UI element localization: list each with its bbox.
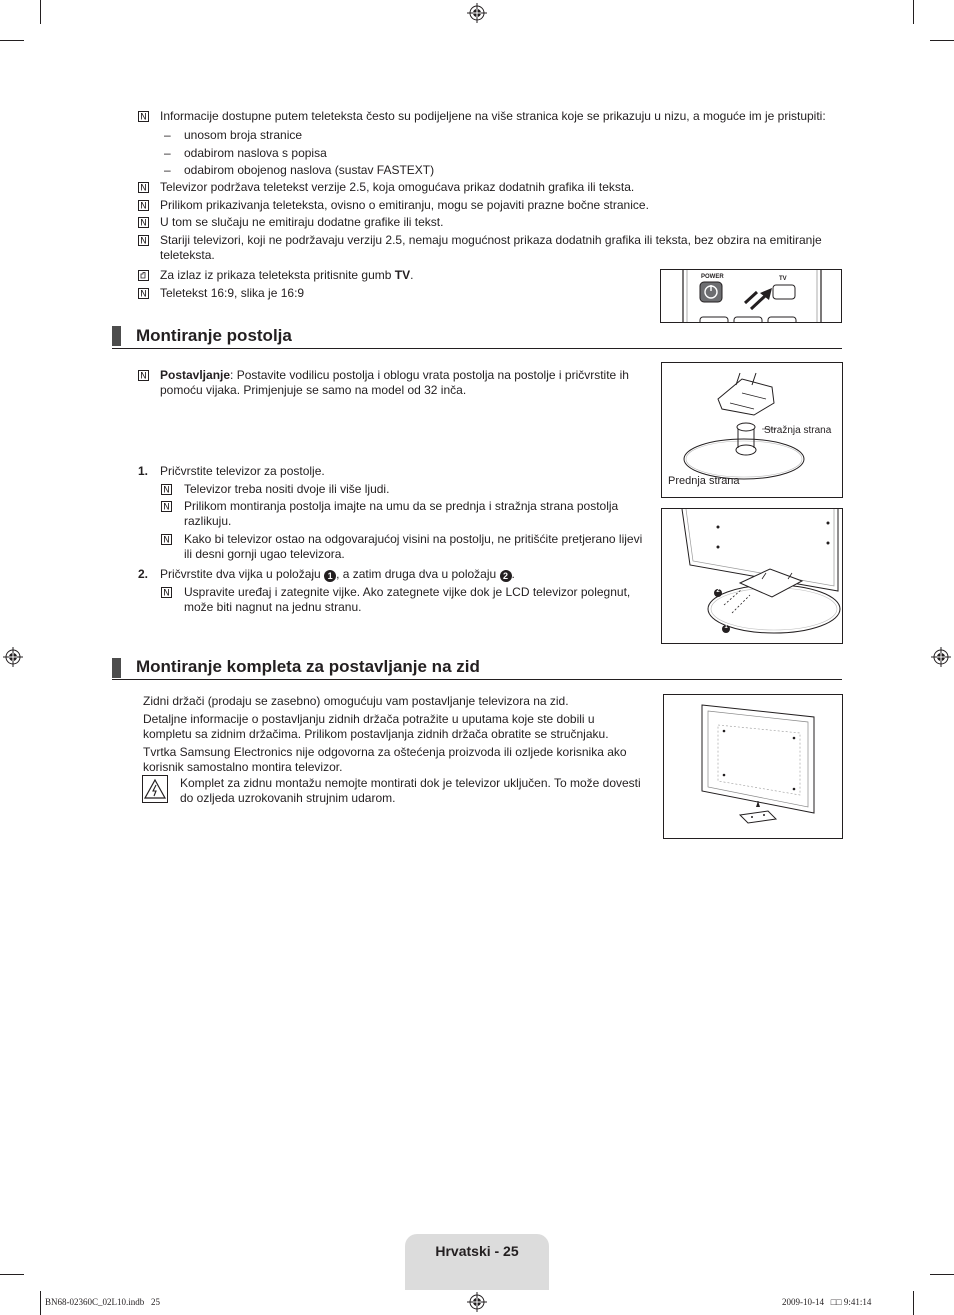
stand-note-bold: Postavljanje	[160, 368, 231, 382]
exit-text: Za izlaz iz prikaza teleteksta pritisnite gumb	[160, 268, 395, 282]
warning-text: Komplet za zidnu montažu nemojte montirati dok je televizor uključen. To može dovesti	[180, 776, 641, 790]
svg-text:N: N	[140, 289, 147, 299]
position-1-marker: 1	[324, 570, 336, 582]
step-number: 1.	[138, 464, 149, 478]
step-note-continued: ili desni gornji ugao televizora.	[184, 547, 345, 561]
step-note: Prilikom montiranja postolja imajte na umu da se prednja i stražnja strana postolja	[184, 499, 619, 513]
teletext-note: U tom se slučaju ne emitiraju dodatne grafike ili tekst.	[160, 215, 444, 229]
dash-bullet: –	[164, 163, 171, 177]
stand-note	[160, 368, 629, 383]
wall-text: Detaljne informacije o postavljanju zidnih držača potražite u uputama koje ste dobili u	[143, 712, 595, 726]
svg-text:N: N	[163, 588, 170, 598]
note-icon	[161, 534, 172, 545]
section-rule	[112, 679, 842, 680]
note-icon	[138, 200, 149, 211]
wall-text: Tvrtka Samsung Electronics nije odgovorna za oštećenja proizvoda ili ozljede korisnika ako	[143, 745, 627, 759]
tv-stand-illustration	[662, 509, 842, 643]
step2-text-a: Pričvrstite dva vijka u položaju	[160, 567, 325, 581]
note-icon	[138, 217, 149, 228]
crop-mark	[40, 0, 41, 24]
teletext-note: Prilikom prikazivanja teleteksta, ovisno o emitiranju, mogu se pojaviti prazne bočne stranice.	[160, 198, 649, 212]
section-heading: Montiranje postolja	[136, 326, 292, 345]
note-icon	[161, 587, 172, 598]
dash-bullet: –	[164, 128, 171, 142]
registration-mark-icon	[467, 3, 487, 23]
wall-mount-figure	[663, 694, 843, 839]
svg-text:N: N	[140, 371, 147, 381]
crop-mark	[930, 40, 954, 41]
step2-text-c: .	[511, 567, 515, 581]
stand-note-continued: pomoću vijaka. Primjenjuje se samo na model od 32 inča.	[160, 383, 467, 397]
svg-text:N: N	[163, 502, 170, 512]
page-number: Hrvatski - 25	[435, 1243, 519, 1259]
warning-icon	[142, 775, 168, 803]
crop-mark	[930, 1274, 954, 1275]
step-note: Televizor treba nositi dvoje ili više ljudi.	[184, 482, 390, 496]
crop-mark	[0, 1274, 24, 1275]
wall-text-continued: kompletu sa zidnim držačima. Prilikom postavljanja zidnih držača obratite se stručnjaku.	[143, 727, 609, 741]
wall-text: Zidni držači (prodaju se zasebno) omogućuju vam postavljanje televizora na zid.	[143, 694, 569, 708]
teletext-intro: Informacije dostupne putem teleteksta često su podijeljene na više stranica koje se prikazuju u nizu, a moguće im je pristupiti:	[160, 109, 826, 123]
heading-bar	[112, 658, 121, 678]
front-side-label: Prednja strana	[668, 475, 740, 487]
stand-note-text: : Postavite vodilicu postolja i oblogu vrata postolja na postolje i pričvrstite ih	[230, 368, 629, 382]
exit-text-end: .	[410, 268, 414, 282]
note-icon	[138, 370, 149, 381]
teletext-format-note: Teletekst 16:9, slika je 16:9	[160, 286, 305, 300]
svg-text:N: N	[163, 535, 170, 545]
teletext-exit-note	[160, 268, 413, 283]
note-icon	[138, 235, 149, 246]
step-note: Kako bi televizor ostao na odgovarajućoj visini na postolju, ne pritišćite pretjerano lijevi	[184, 532, 643, 546]
crop-mark	[913, 0, 914, 24]
stand-figure	[661, 362, 843, 498]
wall-text-continued: korisnik samostalno montira televizor.	[143, 760, 343, 774]
svg-text:N: N	[140, 218, 147, 228]
step2-text-b: , a zatim druga dva u položaju	[336, 567, 500, 581]
remote-figure	[660, 269, 842, 323]
tv-label: TV	[779, 276, 787, 282]
crop-mark	[40, 1291, 41, 1315]
back-side-label: Stražnja strana	[764, 425, 832, 436]
button-note-icon	[138, 270, 149, 281]
footer-timestamp: 2009-10-14 □□ 9:41:14	[782, 1297, 872, 1307]
svg-text:N: N	[163, 485, 170, 495]
step-note-continued: može biti nagnut na jednu stranu.	[184, 600, 362, 614]
remote-illustration	[661, 270, 841, 322]
access-option: unosom broja stranice	[184, 128, 303, 142]
teletext-note: Televizor podržava teletekst verzije 2.5, koja omogućava prikaz dodatnih grafika ili teksta.	[160, 180, 635, 194]
step-text	[160, 567, 515, 582]
svg-text:N: N	[140, 183, 147, 193]
teletext-note-continued: teleteksta.	[160, 248, 215, 262]
power-label: POWER	[701, 274, 724, 280]
crop-mark	[913, 1291, 914, 1315]
step-text: Pričvrstite televizor za postolje.	[160, 464, 325, 478]
step-note: Uspravite uređaj i zategnite vijke. Ako zategnete vijke dok je LCD televizor polegnut,	[184, 585, 631, 599]
section-rule	[112, 348, 842, 349]
note-icon	[161, 501, 172, 512]
note-icon	[138, 288, 149, 299]
step-number: 2.	[138, 567, 149, 581]
step-note-continued: razlikuju.	[184, 514, 232, 528]
wall-mount-illustration	[664, 695, 842, 838]
dash-bullet: –	[164, 146, 171, 160]
svg-text:N: N	[140, 201, 147, 211]
tv-button-label: TV	[394, 268, 411, 282]
figure-marker-1: 1	[724, 624, 728, 630]
access-option: odabirom obojenog naslova (sustav FASTEXT)	[184, 163, 435, 177]
crop-mark	[0, 40, 24, 41]
svg-text:N: N	[140, 236, 147, 246]
note-icon	[138, 182, 149, 193]
registration-mark-icon	[931, 647, 951, 667]
registration-mark-icon	[3, 647, 23, 667]
figure-marker-2: 2	[716, 588, 720, 594]
note-icon	[161, 484, 172, 495]
tv-stand-figure	[661, 508, 843, 644]
registration-mark-icon	[467, 1292, 487, 1312]
access-option: odabirom naslova s popisa	[184, 146, 327, 160]
footer-file: BN68-02360C_02L10.indb 25	[45, 1297, 161, 1307]
section-heading: Montiranje kompleta za postavljanje na zid	[136, 657, 480, 676]
svg-text:N: N	[140, 112, 147, 122]
position-2-marker: 2	[500, 570, 512, 582]
warning-text-continued: do ozljeda uzrokovanih strujnim udarom.	[180, 791, 396, 805]
teletext-note: Stariji televizori, koji ne podržavaju verziju 2.5, nemaju mogućnost prikaza dodatnih grafika ili teksta, bez obzira na emitiranje	[160, 233, 822, 247]
note-icon	[138, 111, 149, 122]
heading-bar	[112, 326, 121, 346]
